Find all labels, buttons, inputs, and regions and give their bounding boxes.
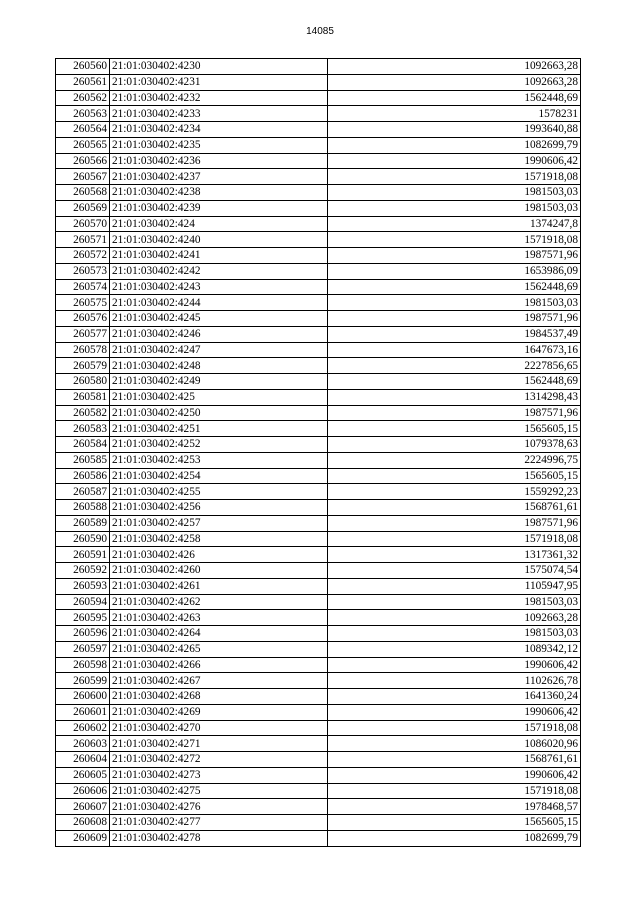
cadastral-value-cell: 1981503,03 <box>328 185 581 201</box>
cadastral-number-cell: 21:01:030402:4269 <box>110 704 328 720</box>
cadastral-value-cell: 1079378,63 <box>328 437 581 453</box>
row-number-cell: 260595 <box>56 610 110 626</box>
cadastral-number-cell: 21:01:030402:4230 <box>110 59 328 75</box>
cadastral-number-cell: 21:01:030402:4232 <box>110 90 328 106</box>
table-row <box>56 326 581 342</box>
table-row <box>56 547 581 563</box>
table-row <box>56 200 581 216</box>
cadastral-number-cell: 21:01:030402:4262 <box>110 594 328 610</box>
cadastral-number-cell: 21:01:030402:4250 <box>110 405 328 421</box>
cadastral-number-cell: 21:01:030402:4260 <box>110 563 328 579</box>
row-number-cell: 260583 <box>56 421 110 437</box>
row-number-cell: 260560 <box>56 59 110 75</box>
cadastral-value-cell: 1559292,23 <box>328 484 581 500</box>
cadastral-value-cell: 1092663,28 <box>328 610 581 626</box>
cadastral-value-cell: 1374247,8 <box>328 216 581 232</box>
cadastral-value-cell: 2227856,65 <box>328 358 581 374</box>
row-number-cell: 260569 <box>56 200 110 216</box>
table-row <box>56 799 581 815</box>
table-row <box>56 767 581 783</box>
table-row <box>56 500 581 516</box>
table-row <box>56 736 581 752</box>
table-row <box>56 216 581 232</box>
row-number-cell: 260587 <box>56 484 110 500</box>
cadastral-value-cell: 1981503,03 <box>328 626 581 642</box>
row-number-cell: 260570 <box>56 216 110 232</box>
table-row <box>56 342 581 358</box>
row-number-cell: 260591 <box>56 547 110 563</box>
cadastral-value-cell: 1089342,12 <box>328 641 581 657</box>
table-row <box>56 232 581 248</box>
cadastral-number-cell: 21:01:030402:4239 <box>110 200 328 216</box>
cadastral-value-cell: 1092663,28 <box>328 74 581 90</box>
cadastral-value-cell: 1653986,09 <box>328 263 581 279</box>
table-row <box>56 295 581 311</box>
cadastral-value-cell: 1571918,08 <box>328 783 581 799</box>
row-number-cell: 260575 <box>56 295 110 311</box>
row-number-cell: 260576 <box>56 311 110 327</box>
row-number-cell: 260577 <box>56 326 110 342</box>
cadastral-number-cell: 21:01:030402:4264 <box>110 626 328 642</box>
cadastral-value-table <box>55 58 581 847</box>
cadastral-value-cell: 1571918,08 <box>328 232 581 248</box>
cadastral-value-cell: 1981503,03 <box>328 295 581 311</box>
row-number-cell: 260571 <box>56 232 110 248</box>
cadastral-number-cell: 21:01:030402:4252 <box>110 437 328 453</box>
table-body <box>56 59 581 847</box>
cadastral-value-cell: 1565605,15 <box>328 468 581 484</box>
cadastral-number-cell: 21:01:030402:4276 <box>110 799 328 815</box>
cadastral-value-cell: 1987571,96 <box>328 311 581 327</box>
cadastral-value-cell: 1562448,69 <box>328 90 581 106</box>
cadastral-number-cell: 21:01:030402:4249 <box>110 374 328 390</box>
cadastral-value-cell: 1641360,24 <box>328 689 581 705</box>
row-number-cell: 260584 <box>56 437 110 453</box>
table-row <box>56 689 581 705</box>
row-number-cell: 260588 <box>56 500 110 516</box>
row-number-cell: 260589 <box>56 515 110 531</box>
table-row <box>56 248 581 264</box>
cadastral-number-cell: 21:01:030402:4242 <box>110 263 328 279</box>
table-row <box>56 122 581 138</box>
cadastral-number-cell: 21:01:030402:4248 <box>110 358 328 374</box>
row-number-cell: 260562 <box>56 90 110 106</box>
row-number-cell: 260565 <box>56 137 110 153</box>
cadastral-number-cell: 21:01:030402:4267 <box>110 673 328 689</box>
row-number-cell: 260568 <box>56 185 110 201</box>
cadastral-number-cell: 21:01:030402:4246 <box>110 326 328 342</box>
table-row <box>56 578 581 594</box>
row-number-cell: 260567 <box>56 169 110 185</box>
cadastral-value-cell: 1578231 <box>328 106 581 122</box>
cadastral-value-cell: 2224996,75 <box>328 452 581 468</box>
table-row <box>56 437 581 453</box>
cadastral-value-cell: 1993640,88 <box>328 122 581 138</box>
table-row <box>56 106 581 122</box>
cadastral-number-cell: 21:01:030402:4231 <box>110 74 328 90</box>
row-number-cell: 260603 <box>56 736 110 752</box>
table-row <box>56 169 581 185</box>
cadastral-number-cell: 21:01:030402:4233 <box>110 106 328 122</box>
table-row <box>56 657 581 673</box>
table-row <box>56 311 581 327</box>
cadastral-number-cell: 21:01:030402:4255 <box>110 484 328 500</box>
table-row <box>56 389 581 405</box>
row-number-cell: 260566 <box>56 153 110 169</box>
cadastral-value-cell: 1565605,15 <box>328 421 581 437</box>
cadastral-value-cell: 1082699,79 <box>328 137 581 153</box>
cadastral-number-cell: 21:01:030402:4234 <box>110 122 328 138</box>
row-number-cell: 260609 <box>56 830 110 846</box>
table-row <box>56 74 581 90</box>
table-row <box>56 374 581 390</box>
cadastral-number-cell: 21:01:030402:4258 <box>110 531 328 547</box>
row-number-cell: 260585 <box>56 452 110 468</box>
cadastral-number-cell: 21:01:030402:4247 <box>110 342 328 358</box>
row-number-cell: 260594 <box>56 594 110 610</box>
row-number-cell: 260564 <box>56 122 110 138</box>
cadastral-value-cell: 1317361,32 <box>328 547 581 563</box>
cadastral-number-cell: 21:01:030402:4272 <box>110 752 328 768</box>
cadastral-number-cell: 21:01:030402:425 <box>110 389 328 405</box>
cadastral-value-cell: 1082699,79 <box>328 830 581 846</box>
cadastral-number-cell: 21:01:030402:4266 <box>110 657 328 673</box>
cadastral-number-cell: 21:01:030402:4244 <box>110 295 328 311</box>
cadastral-value-cell: 1990606,42 <box>328 657 581 673</box>
table-row <box>56 704 581 720</box>
cadastral-value-cell: 1575074,54 <box>328 563 581 579</box>
row-number-cell: 260602 <box>56 720 110 736</box>
table-row <box>56 815 581 831</box>
table-row <box>56 137 581 153</box>
cadastral-value-cell: 1990606,42 <box>328 704 581 720</box>
row-number-cell: 260608 <box>56 815 110 831</box>
row-number-cell: 260606 <box>56 783 110 799</box>
cadastral-number-cell: 21:01:030402:4265 <box>110 641 328 657</box>
table-row <box>56 452 581 468</box>
table-row <box>56 594 581 610</box>
cadastral-value-cell: 1086020,96 <box>328 736 581 752</box>
table-row <box>56 263 581 279</box>
row-number-cell: 260582 <box>56 405 110 421</box>
table-row <box>56 90 581 106</box>
cadastral-value-cell: 1990606,42 <box>328 767 581 783</box>
row-number-cell: 260598 <box>56 657 110 673</box>
cadastral-number-cell: 21:01:030402:4243 <box>110 279 328 295</box>
cadastral-number-cell: 21:01:030402:4251 <box>110 421 328 437</box>
cadastral-number-cell: 21:01:030402:4254 <box>110 468 328 484</box>
table-row <box>56 59 581 75</box>
row-number-cell: 260590 <box>56 531 110 547</box>
row-number-cell: 260580 <box>56 374 110 390</box>
cadastral-value-cell: 1105947,95 <box>328 578 581 594</box>
cadastral-number-cell: 21:01:030402:4268 <box>110 689 328 705</box>
cadastral-number-cell: 21:01:030402:4235 <box>110 137 328 153</box>
table-row <box>56 783 581 799</box>
table-row <box>56 421 581 437</box>
table-row <box>56 358 581 374</box>
cadastral-value-cell: 1565605,15 <box>328 815 581 831</box>
row-number-cell: 260586 <box>56 468 110 484</box>
table-row <box>56 405 581 421</box>
cadastral-number-cell: 21:01:030402:426 <box>110 547 328 563</box>
row-number-cell: 260600 <box>56 689 110 705</box>
cadastral-value-cell: 1978468,57 <box>328 799 581 815</box>
table-row <box>56 626 581 642</box>
cadastral-value-cell: 1102626,78 <box>328 673 581 689</box>
cadastral-value-cell: 1314298,43 <box>328 389 581 405</box>
row-number-cell: 260578 <box>56 342 110 358</box>
cadastral-number-cell: 21:01:030402:424 <box>110 216 328 232</box>
cadastral-value-cell: 1984537,49 <box>328 326 581 342</box>
cadastral-value-cell: 1571918,08 <box>328 169 581 185</box>
cadastral-number-cell: 21:01:030402:4270 <box>110 720 328 736</box>
cadastral-value-cell: 1647673,16 <box>328 342 581 358</box>
row-number-cell: 260561 <box>56 74 110 90</box>
row-number-cell: 260563 <box>56 106 110 122</box>
cadastral-value-cell: 1990606,42 <box>328 153 581 169</box>
table-row <box>56 563 581 579</box>
row-number-cell: 260573 <box>56 263 110 279</box>
table-row <box>56 515 581 531</box>
cadastral-number-cell: 21:01:030402:4237 <box>110 169 328 185</box>
table-row <box>56 720 581 736</box>
cadastral-number-cell: 21:01:030402:4245 <box>110 311 328 327</box>
cadastral-number-cell: 21:01:030402:4263 <box>110 610 328 626</box>
cadastral-value-cell: 1987571,96 <box>328 248 581 264</box>
table-row <box>56 484 581 500</box>
table-row <box>56 279 581 295</box>
cadastral-number-cell: 21:01:030402:4236 <box>110 153 328 169</box>
row-number-cell: 260592 <box>56 563 110 579</box>
cadastral-number-cell: 21:01:030402:4271 <box>110 736 328 752</box>
cadastral-value-cell: 1987571,96 <box>328 515 581 531</box>
row-number-cell: 260607 <box>56 799 110 815</box>
cadastral-value-cell: 1568761,61 <box>328 500 581 516</box>
cadastral-number-cell: 21:01:030402:4257 <box>110 515 328 531</box>
cadastral-number-cell: 21:01:030402:4240 <box>110 232 328 248</box>
cadastral-value-cell: 1562448,69 <box>328 279 581 295</box>
cadastral-number-cell: 21:01:030402:4273 <box>110 767 328 783</box>
row-number-cell: 260604 <box>56 752 110 768</box>
row-number-cell: 260572 <box>56 248 110 264</box>
table-row <box>56 830 581 846</box>
table-row <box>56 641 581 657</box>
row-number-cell: 260579 <box>56 358 110 374</box>
cadastral-value-cell: 1981503,03 <box>328 200 581 216</box>
table-row <box>56 153 581 169</box>
cadastral-number-cell: 21:01:030402:4238 <box>110 185 328 201</box>
cadastral-number-cell: 21:01:030402:4278 <box>110 830 328 846</box>
cadastral-value-cell: 1092663,28 <box>328 59 581 75</box>
row-number-cell: 260601 <box>56 704 110 720</box>
cadastral-value-cell: 1568761,61 <box>328 752 581 768</box>
cadastral-value-cell: 1571918,08 <box>328 531 581 547</box>
table-row <box>56 185 581 201</box>
table-row <box>56 673 581 689</box>
cadastral-value-cell: 1562448,69 <box>328 374 581 390</box>
page-number: 14085 <box>306 26 334 37</box>
table-row <box>56 610 581 626</box>
row-number-cell: 260597 <box>56 641 110 657</box>
cadastral-number-cell: 21:01:030402:4275 <box>110 783 328 799</box>
table-row <box>56 531 581 547</box>
row-number-cell: 260599 <box>56 673 110 689</box>
cadastral-value-cell: 1981503,03 <box>328 594 581 610</box>
row-number-cell: 260593 <box>56 578 110 594</box>
table-row <box>56 468 581 484</box>
cadastral-number-cell: 21:01:030402:4253 <box>110 452 328 468</box>
cadastral-value-cell: 1571918,08 <box>328 720 581 736</box>
row-number-cell: 260574 <box>56 279 110 295</box>
cadastral-value-cell: 1987571,96 <box>328 405 581 421</box>
cadastral-number-cell: 21:01:030402:4241 <box>110 248 328 264</box>
cadastral-number-cell: 21:01:030402:4277 <box>110 815 328 831</box>
row-number-cell: 260581 <box>56 389 110 405</box>
table-row <box>56 752 581 768</box>
cadastral-number-cell: 21:01:030402:4256 <box>110 500 328 516</box>
cadastral-number-cell: 21:01:030402:4261 <box>110 578 328 594</box>
row-number-cell: 260605 <box>56 767 110 783</box>
row-number-cell: 260596 <box>56 626 110 642</box>
